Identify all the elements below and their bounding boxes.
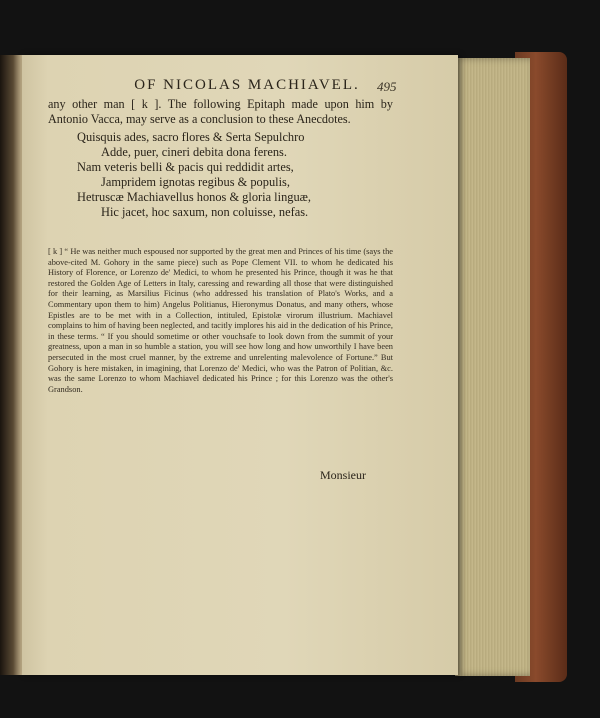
- page-number: 495: [377, 79, 397, 94]
- book-spine-left: [0, 55, 22, 675]
- epitaph: [77, 130, 377, 220]
- epitaph-line: Hic jacet, hoc saxum, non coluisse, nefas.: [101, 205, 309, 219]
- epitaph-line: Nam veteris belli & pacis qui reddidit artes,: [77, 160, 294, 174]
- running-header: OF NICOLAS MACHIAVEL.: [134, 77, 360, 93]
- epitaph-line: Adde, puer, cineri debita dona ferens.: [101, 145, 287, 159]
- page-edges: [455, 58, 530, 676]
- footnote: [ k ] “ He was neither much espoused nor supported by the great men and Princes of his time (says the above-cited M. Gohory in the same piece) such as Pope Clement VII. to whom he dedicated his History of Florence, or Lorenzo de' Medici, to whom he presented his Prince, though it was he that restored the Golden Age of Letters in Italy, caressing and rewarding all those that were distinguished for their learning, as Marsilius Ficinus (who addressed his translation of Plato's Works, and a Commentary upon them to him) Angelus Politianus, Hieronymus Donatus, and many others, whose Epistles are to be met with in a Collection, intituled, Epistolæ virorum illustrium. Machiavel complains to him of having been neglected, and tacitly implores his aid in the dedication of his Prince, in these terms. “ If you should sometime or other vouchsafe to look down from the summit of your greatness, upon a man in so humble a station, you will see how long and how unworthily I have been persecuted in the most cruel manner, by the extreme and unrelenting malevolence of Fortune.” But Gohory is here mistaken, in imagining, that Lorenzo de' Medici, who was the Patron of Politian, &c. was the same Lorenzo to whom Machiavel dedicated his Prince ; for this Lorenzo was the other's Grandson.: [48, 247, 393, 394]
- epitaph-line: Quisquis ades, sacro flores & Serta Sepulchro: [77, 130, 305, 144]
- intro-paragraph: any other man [ k ]. The following Epitaph made upon him by Antonio Vacca, may serve as a conclusion to these Anecdotes.: [48, 97, 393, 126]
- catchword: Monsieur: [320, 468, 366, 482]
- epitaph-line: Hetruscæ Machiavellus honos & gloria linguæ,: [77, 190, 312, 204]
- epitaph-line: Jampridem ignotas regibus & populis,: [101, 175, 290, 189]
- book-page: [22, 55, 458, 675]
